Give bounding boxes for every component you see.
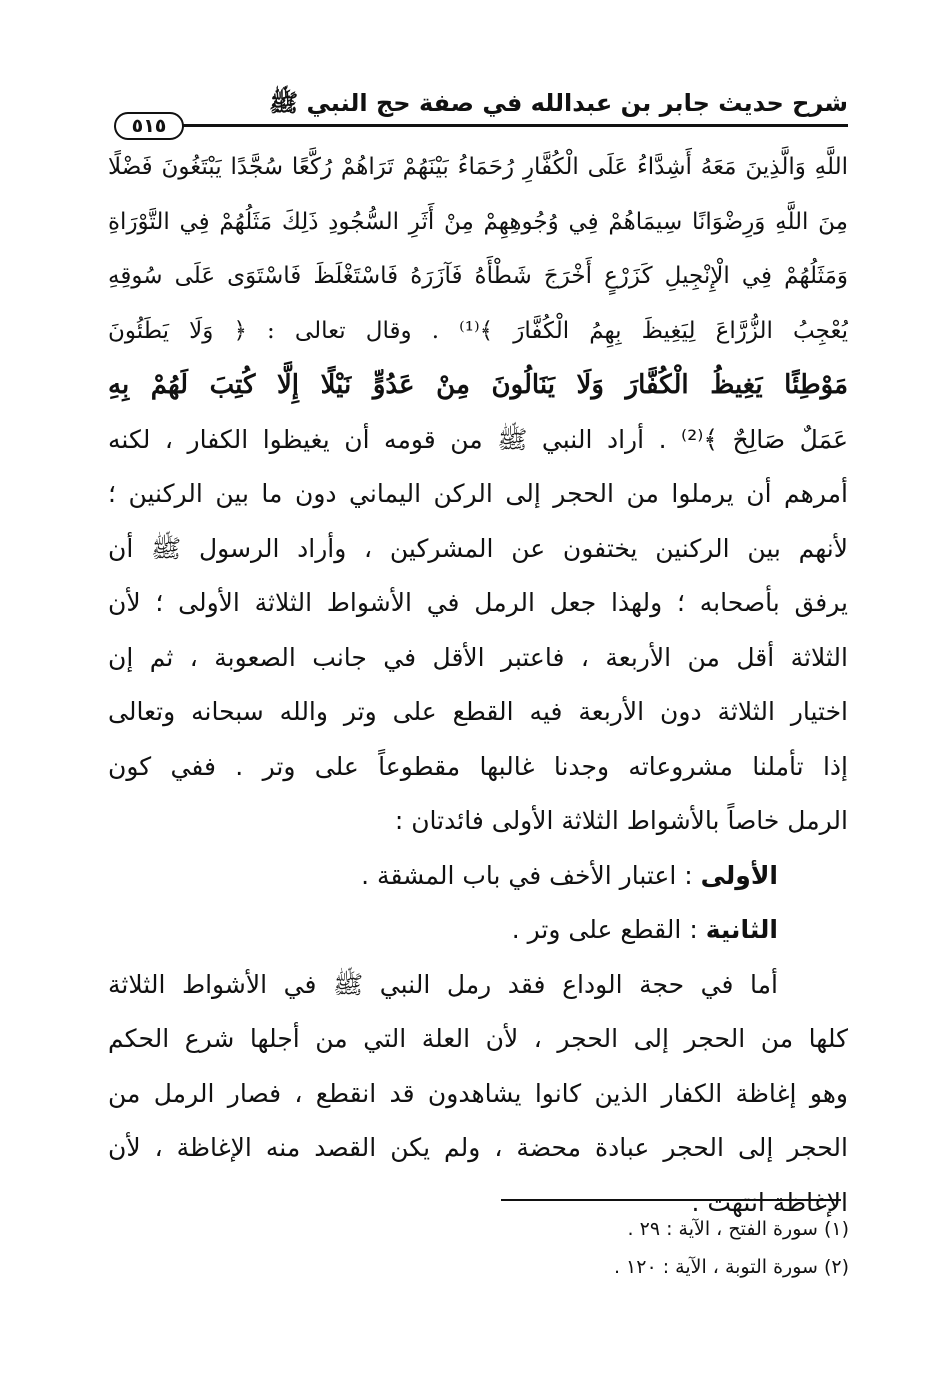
text-line-quran: مِنَ اللَّهِ وَرِضْوَانًا سِيمَاهُمْ فِي وُجُوهِهِمْ مِنْ أَثَرِ السُّجُودِ ذَلِكَ مَثَلُهُمْ فِي التَّوْرَاةِ [108, 208, 848, 235]
text-line: لأنهم بين الركنين يختفون عن المشركين ، وأراد الرسول ﷺ أن [108, 533, 848, 563]
text-line-quran: وَمَثَلُهُمْ فِي الْإِنْجِيلِ كَزَرْعٍ أَخْرَجَ شَطْأَهُ فَآزَرَهُ فَاسْتَغْلَظَ فَاسْتَوَى عَلَى سُوقِهِ [108, 263, 848, 289]
footnote [449, 1248, 849, 1286]
point-text: : القطع على وتر . [511, 915, 706, 944]
point-label: الثانية [705, 915, 778, 944]
text-line: وهو إغاظة الكفار الذين كانوا يشاهدون قد انقطع ، فصار الرمل من [108, 1078, 848, 1108]
footnote-mark: (٢) [823, 1256, 849, 1278]
footnote-text: سورة التوبة ، الآية : ١٢٠ . [613, 1256, 818, 1278]
point-first [108, 849, 848, 904]
text-line: الإغاظة انتهت . [691, 1187, 848, 1217]
main-text [108, 140, 848, 1230]
text-line-quran: اللَّهِ وَالَّذِينَ مَعَهُ أَشِدَّاءُ عَلَى الْكُفَّارِ رُحَمَاءُ بَيْنَهُمْ تَرَاهُمْ رُكَّعًا سُجَّدًا يَبْتَغُونَ فَضْلًا [108, 154, 848, 180]
text-line: الحجر إلى الحجر عبادة محضة ، ولم يكن القصد منه الإغاظة ، لأن [108, 1133, 848, 1162]
text-line: الثلاثة أقل من الأربعة ، فاعتبر الأقل في جانب الصعوبة ، ثم إن [108, 642, 848, 672]
text-line: إذا تأملنا مشروعاته وجدنا غالبها مقطوعاً على وتر . ففي كون [108, 751, 848, 781]
footnote-mark: (١) [823, 1218, 849, 1240]
text-line: الرمل خاصاً بالأشواط الثلاثة الأولى فائدتان : [394, 806, 848, 835]
footnote-text: سورة الفتح ، الآية : ٢٩ . [627, 1218, 818, 1240]
page-header [108, 84, 848, 137]
text-line-quran: يُعْجِبُ الزُّرَّاعَ لِيَغِيظَ بِهِمُ الْكُفَّارَ ﴾⁽¹⁾ . وقال تعالى : ﴿ وَلَا يَطَئُونَ [108, 317, 848, 344]
point-second [108, 903, 848, 958]
header-rule [178, 124, 848, 127]
page-number: ٥١٥ [114, 112, 184, 140]
text-line: اختيار الثلاثة دون الأربعة فيه القطع على وتر والله سبحانه وتعالى [108, 697, 848, 726]
footnote [449, 1210, 849, 1248]
text-line-quran: مَوْطِئًا يَغِيظُ الْكُفَّارَ وَلَا يَنَالُونَ مِنْ عَدُوٍّ نَيْلًا إِلَّا كُتِبَ لَهُمْ بِهِ [108, 370, 848, 400]
text-line: أما في حجة الوداع فقد رمل النبي ﷺ في الأشواط الثلاثة [108, 969, 778, 999]
point-text: : اعتبار الأخف في باب المشقة . [361, 860, 701, 890]
footnote-separator [501, 1199, 841, 1201]
text-line: كلها من الحجر إلى الحجر ، لأن العلة التي من أجلها شرع الحكم [108, 1024, 848, 1053]
text-line: يرفق بأصحابه ؛ ولهذا جعل الرمل في الأشواط الثلاثة الأولى ؛ لأن [108, 588, 848, 617]
footnotes [449, 1210, 849, 1286]
text-line: أمرهم أن يرملوا من الحجر إلى الركن اليماني دون ما بين الركنين ؛ [108, 479, 848, 508]
running-title: شرح حديث جابر بن عبدالله في صفة حج النبي ﷺ [269, 89, 848, 117]
point-label: الأولى [700, 860, 778, 890]
text-line: عَمَلٌ صَالِحٌ ﴾⁽²⁾ . أراد النبي ﷺ من قومه أن يغيظوا الكفار ، لكنه [108, 424, 848, 454]
